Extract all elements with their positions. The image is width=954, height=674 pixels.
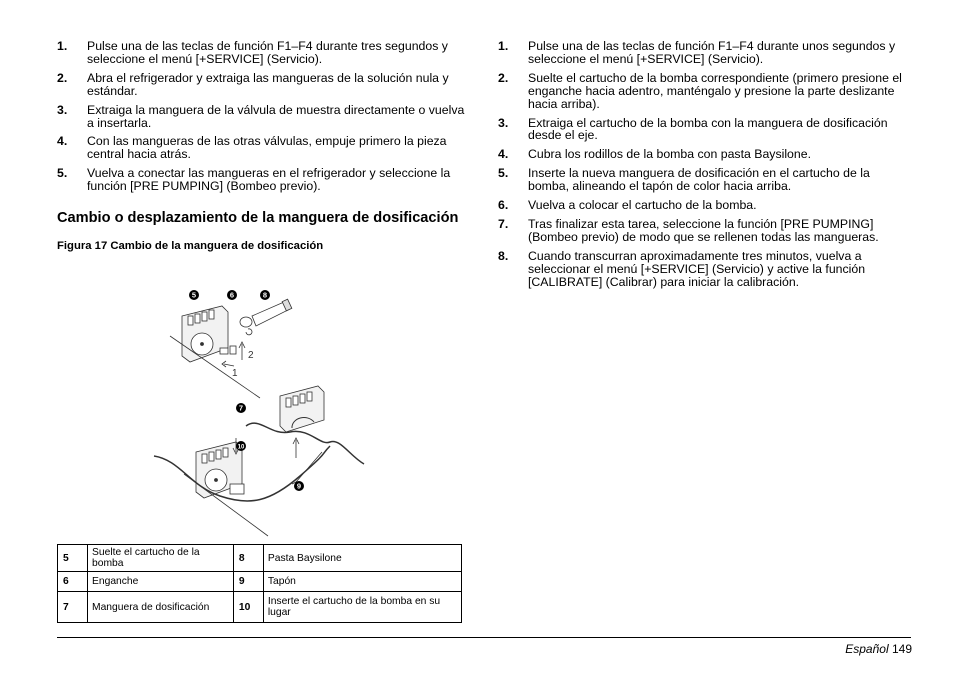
list-item — [498, 117, 912, 143]
step-text: Pulse una de las teclas de función F1–F4 durante tres segundos y seleccione el menú [+SERVICE] (Servicio). — [87, 39, 448, 66]
legend-number: 10 — [233, 592, 263, 623]
step-text: Cuando transcurran aproximadamente tres minutos, vuelva a seleccionar el menú [+SERVICE] (Servicio) y active la función [CALIBRATE] (Calibrar) para iniciar la calibración. — [528, 248, 866, 289]
legend-number: 6 — [58, 572, 88, 592]
list-item — [498, 40, 912, 66]
list-item — [498, 199, 912, 212]
step-number: 4. — [57, 134, 68, 149]
step-text: Vuelva a colocar el cartucho de la bomba. — [528, 198, 757, 213]
step-text: Abra el refrigerador y extraiga las mangueras de la solución nula y estándar. — [87, 70, 449, 98]
legend-text: Suelte el cartucho de la bomba — [88, 545, 234, 572]
footer-language: Español — [845, 642, 889, 656]
legend-number: 5 — [58, 545, 88, 572]
right-steps-list — [498, 40, 912, 289]
legend-text: Pasta Baysilone — [263, 545, 461, 572]
step-number: 2. — [498, 70, 509, 85]
step-number: 5. — [57, 166, 68, 181]
page-footer — [845, 642, 912, 656]
list-item — [57, 167, 467, 193]
list-item — [57, 135, 467, 161]
legend-number: 7 — [58, 592, 88, 623]
list-item — [498, 72, 912, 111]
figure-legend-table — [57, 544, 462, 623]
left-steps-list — [57, 40, 467, 193]
step-text: Con las mangueras de las otras válvulas, empuje primero la pieza central hacia atrás. — [87, 134, 447, 162]
legend-number: 9 — [233, 572, 263, 592]
table-row — [58, 545, 462, 572]
callout-9-label: 9 — [296, 481, 302, 491]
step-text: Suelte el cartucho de la bomba correspondiente (primero presione el enganche hacia adentro, manténgalo y presione la parte deslizante hacia arriba). — [528, 70, 902, 111]
step-number: 3. — [498, 115, 509, 130]
legend-text: Manguera de dosificación — [88, 592, 234, 623]
callout-6-label: 6 — [229, 290, 235, 300]
section-title: Cambio o desplazamiento de la manguera de dosificación — [57, 210, 459, 227]
step-text: Extraiga la manguera de la válvula de muestra directamente o vuelva a insertarla. — [87, 102, 465, 130]
step-text: Inserte la nueva manguera de dosificación en el cartucho de la bomba, alineando el tapón de color hacia arriba. — [528, 166, 870, 194]
legend-number: 8 — [233, 545, 263, 572]
step-text: Pulse una de las teclas de función F1–F4 durante unos segundos y seleccione el menú [+SERVICE] (Servicio). — [528, 39, 896, 66]
callout-5-label: 5 — [191, 290, 197, 300]
list-item — [57, 72, 467, 98]
step-number: 3. — [57, 102, 68, 117]
arrow-2-label: 2 — [248, 350, 254, 361]
list-item — [498, 167, 912, 193]
pump-cartridge-illustration — [150, 286, 370, 538]
list-item — [498, 148, 912, 161]
callout-10-label: 10 — [237, 444, 245, 451]
step-text: Tras finalizar esta tarea, seleccione la función [PRE PUMPING] (Bombeo previo) de modo que se rellenen todas las mangueras. — [528, 216, 879, 244]
table-row — [58, 572, 462, 592]
legend-text: Inserte el cartucho de la bomba en su lugar — [263, 592, 461, 623]
right-column — [498, 40, 912, 295]
list-item — [498, 218, 912, 244]
list-item — [498, 250, 912, 289]
step-number: 2. — [57, 70, 68, 85]
step-text: Cubra los rodillos de la bomba con pasta Baysilone. — [528, 147, 811, 162]
page-number: 149 — [891, 642, 912, 656]
table-row — [58, 592, 462, 623]
step-text: Vuelva a conectar las mangueras en el refrigerador y seleccione la función [PRE PUMPING] (Bombeo previo). — [87, 166, 451, 194]
step-number: 7. — [498, 216, 509, 231]
footer-divider — [57, 637, 911, 638]
step-number: 6. — [498, 198, 509, 213]
step-number: 8. — [498, 248, 509, 263]
step-text: Extraiga el cartucho de la bomba con la manguera de dosificación desde el eje. — [528, 115, 888, 143]
left-column — [57, 40, 467, 252]
step-number: 1. — [57, 39, 68, 53]
callout-7-label: 7 — [238, 403, 244, 413]
figure-caption: Figura 17 Cambio de la manguera de dosificación — [57, 240, 324, 253]
arrow-1-label: 1 — [232, 368, 238, 379]
list-item — [57, 40, 467, 66]
callout-8-label: 8 — [262, 290, 268, 300]
legend-text: Enganche — [88, 572, 234, 592]
step-number: 1. — [498, 39, 509, 53]
list-item — [57, 104, 467, 130]
step-number: 5. — [498, 166, 509, 181]
step-number: 4. — [498, 147, 509, 162]
legend-text: Tapón — [263, 572, 461, 592]
